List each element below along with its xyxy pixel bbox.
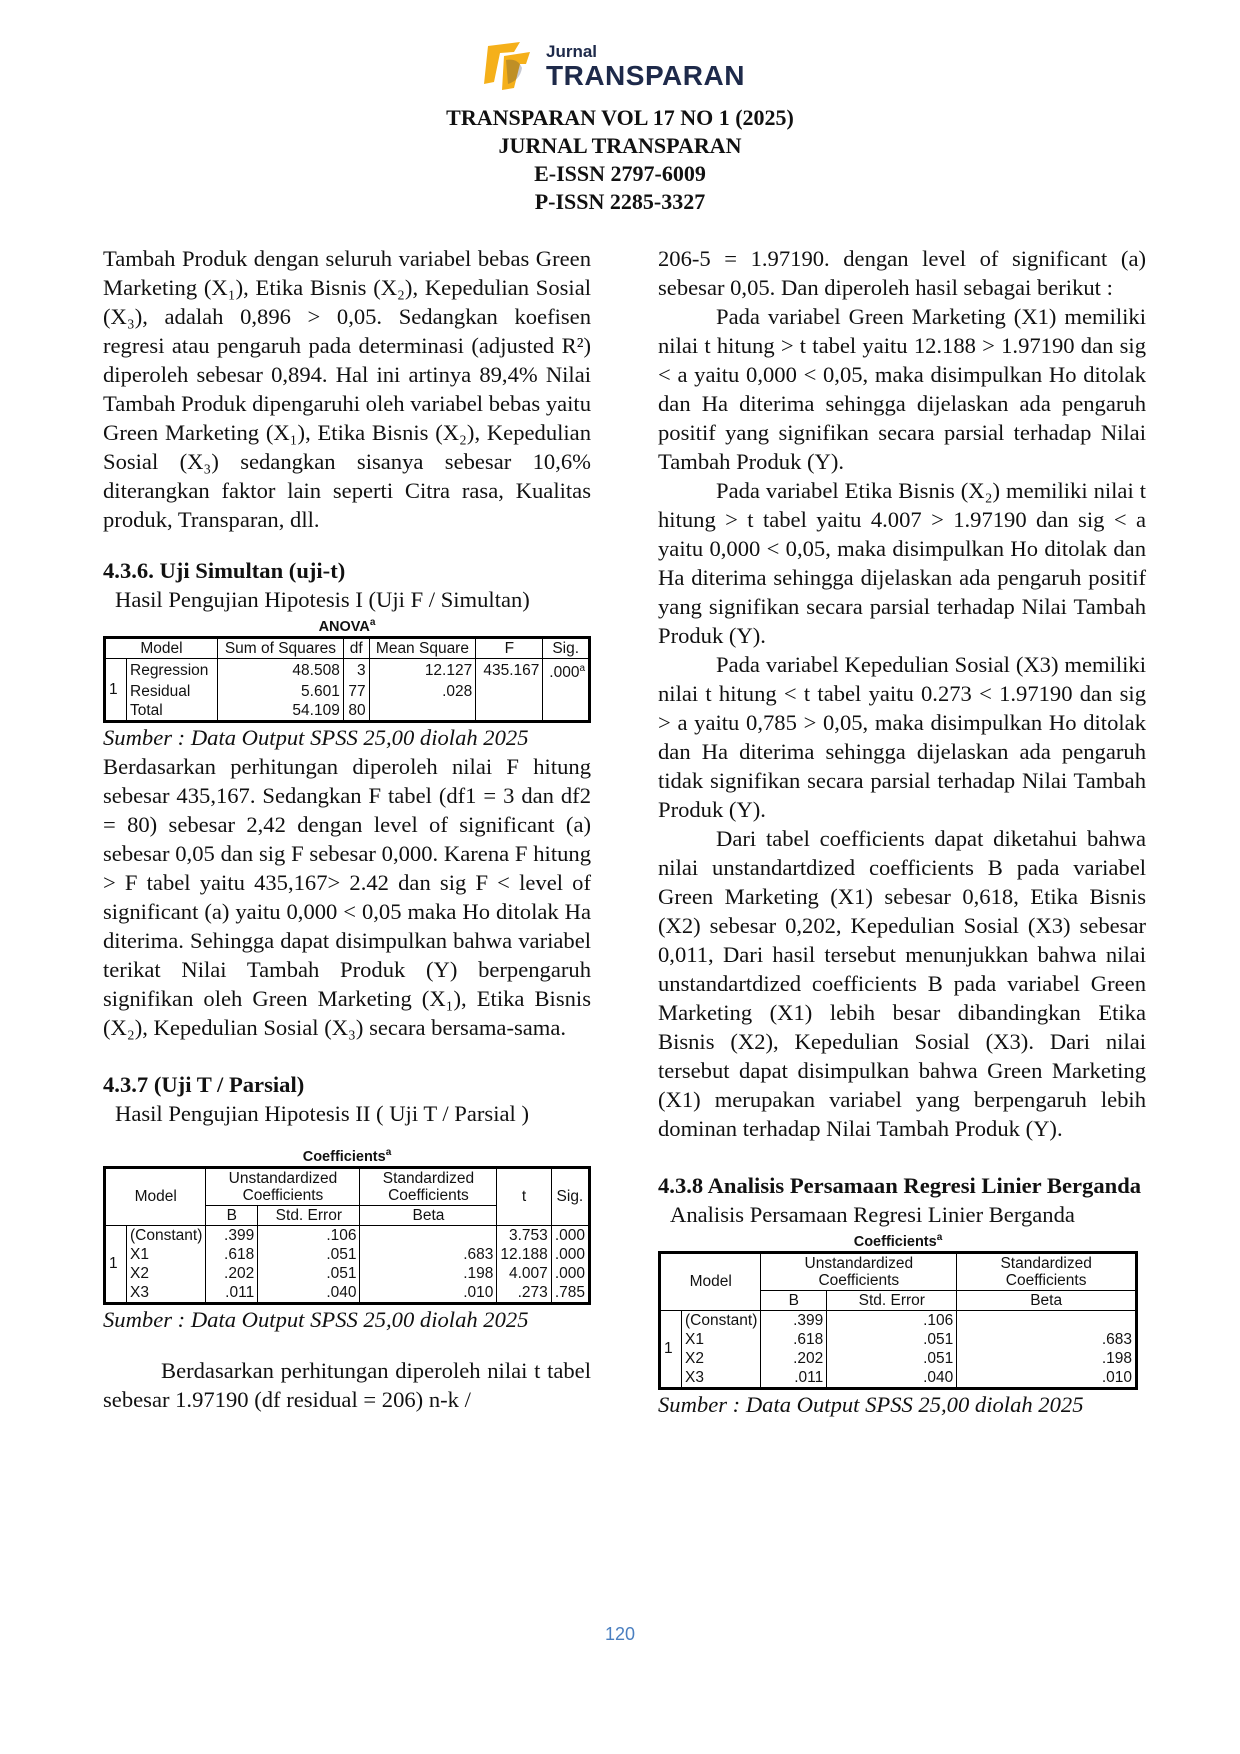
paragraph: Pada variabel Etika Bisnis (X₂) memiliki nilai t hitung > t tabel yaitu 4.007 > 1.97190 dan sig < a yaitu 0,000 < 0,05, maka disimpulkan Ho ditolak dan Ha diterima sehingga dijelaskan ada pengaruh positif yang signifikan secara parsial terhadap Nilai Tambah Produk (Y). <box>658 478 1146 648</box>
anova-header: df <box>343 637 369 658</box>
anova-header: Model <box>105 637 218 658</box>
paragraph: Dari tabel coefficients dapat diketahui bahwa nilai unstandartdized coefficients B pada variabel Green Marketing (X1) sebesar 0,618, Etika Bisnis (X2) sebesar 0,202, Kepedulian Sosial (X3) sebesar 0,011, Dari hasil tersebut menunjukkan bahwa nilai unstandartdized coefficients B pada variabel Green Marketing (X1) lebih besar dibandingkan Etika Bisnis (X2), Kepedulian Sosial (X3). Dari nilai tersebut dapat disimpulkan bahwa Green Marketing (X1) merupakan variabel yang berpengaruh lebih dominan terhadap Nilai Tambah Produk (Y). <box>658 826 1146 1141</box>
header-line: TRANSPARAN VOL 17 NO 1 (2025) <box>446 105 794 130</box>
table-row: 1 Regression 48.508 3 12.127 435.167 .000$^a$ <box>105 658 590 682</box>
anova-header: F <box>476 637 543 658</box>
table-caption: Hasil Pengujian Hipotesis I (Uji F / Simultan) <box>115 587 530 612</box>
table-row: X3 .011 .040 .010 .273 .785 <box>105 1283 590 1304</box>
table-source: Sumber : Data Output SPSS 25,00 diolah 2025 <box>103 1306 529 1332</box>
table-row: Total 54.109 80 <box>105 701 590 722</box>
table-row: X1 .618 .051 .683 12.188 .000 <box>105 1245 590 1264</box>
table-caption: Hasil Pengujian Hipotesis II ( Uji T / Parsial ) <box>115 1100 529 1126</box>
page-number: 120 <box>604 1624 636 1644</box>
anova-title: ANOVA$^a$ <box>318 617 376 635</box>
paragraph: Pada variabel Kepedulian Sosial (X3) memiliki nilai t hitung < t tabel yaitu 0.273 < 1.97190 dan sig > a yaitu 0,785 > 0,05, maka disimpulkan Ho ditolak dan Ha diterima sehingga dijelaskan ada pengaruh tidak signifikan secara parsial terhadap Nilai Tambah Produk (Y). <box>658 652 1146 822</box>
table-row: 1 (Constant) .399 .106 3.753 .000 <box>105 1225 590 1245</box>
anova-table <box>103 636 591 723</box>
logo-big-text: TRANSPARAN <box>546 60 745 91</box>
logo-mark-icon <box>480 38 538 94</box>
header-line: E-ISSN 2797-6009 <box>534 161 706 186</box>
journal-logo <box>480 36 780 96</box>
coefficients-table-wrap <box>103 1144 591 1305</box>
paragraph: Pada variabel Green Marketing (X1) memiliki nilai t hitung > t tabel yaitu 12.188 > 1.97190 dan sig < a yaitu 0,000 < 0,05, maka disimpulkan Ho ditolak dan Ha diterima sehingga dijelaskan ada pengaruh positif yang signifikan secara parsial terhadap Nilai Tambah Produk (Y). <box>658 304 1146 474</box>
table-caption: Analisis Persamaan Regresi Linier Berganda <box>670 1202 1075 1227</box>
anova-table-wrap <box>103 614 591 723</box>
paragraph: Tambah Produk dengan seluruh variabel bebas Green Marketing (X₁), Etika Bisnis (X₂), Kepedulian Sosial (X₃), adalah 0,896 > 0,05. Sedangkan koefisen regresi atau pengaruh pada determinasi (adjusted R²) diperoleh sebesar 0,894. Hal ini artinya 89,4% Nilai Tambah Produk dipengaruhi oleh variabel bebas yaitu Green Marketing (X₁), Etika Bisnis (X₂), Kepedulian Sosial (X₃) sedangkan sisanya sebesar 10,6% diterangkan faktor lain seperti Citra rasa, Kualitas produk, Transparan, dll. <box>103 246 591 532</box>
coefficients-table: Model Unstandardized Coefficients Standardized Coefficients t Sig. B Std. Error Beta 1 (Constant) .399 .106 3.753 .000 X1 .618 .051 .683 12.188 .000 X2 .202 .051 .198 4.007 .000 X3 .011 .040 .010 .273 .785 <box>103 1166 591 1305</box>
anova-header: Sig. <box>543 637 590 658</box>
paragraph: 206-5 = 1.97190. dengan level of significant (a) sebesar 0,05. Dan diperoleh hasil sebagai berikut : <box>658 246 1146 300</box>
header-line: JURNAL TRANSPARAN <box>498 133 742 158</box>
journal-header <box>0 104 1240 216</box>
coefficients-title: Coefficients$^a$ <box>853 1232 943 1250</box>
logo-small-text: Jurnal <box>546 42 598 61</box>
table-row: Residual 5.601 77 .028 <box>105 682 590 701</box>
left-column <box>103 244 591 1414</box>
coefficients-title: Coefficients$^a$ <box>302 1146 392 1165</box>
header-line: P-ISSN 2285-3327 <box>534 189 706 214</box>
section-heading: 4.3.7 (Uji T / Parsial) <box>103 1071 305 1097</box>
table-row: X1 .618 .051 .683 <box>660 1330 1137 1349</box>
section-heading: 4.3.8 Analisis Persamaan Regresi Linier Berganda <box>658 1173 1142 1198</box>
section-heading: 4.3.6. Uji Simultan (uji-t) <box>103 558 346 583</box>
table-source: Sumber : Data Output SPSS 25,00 diolah 2025 <box>103 724 529 750</box>
anova-header: Mean Square <box>369 637 476 658</box>
coefficients-table: Model Unstandardized Coefficients Standardized Coefficients B Std. Error Beta 1 (Constant) .399 .106 X1 .618 .051 .683 X2 .202 .051 .198 X3 .011 .040 .010 <box>658 1251 1138 1390</box>
right-column <box>658 244 1146 1419</box>
table-row: X3 .011 .040 .010 <box>660 1368 1137 1389</box>
table-source: Sumber : Data Output SPSS 25,00 diolah 2025 <box>658 1391 1084 1417</box>
table-row: X2 .202 .051 .198 <box>660 1349 1137 1368</box>
anova-header: Sum of Squares <box>217 637 343 658</box>
paragraph: Berdasarkan perhitungan diperoleh nilai F hitung sebesar 435,167. Sedangkan F tabel (df1 = 3 dan df2 = 80) sebesar 2,42 dengan level of significant (a) sebesar 0,05 dan sig F sebesar 0,000. Karena F hitung > F tabel yaitu 435,167> 2.42 dan sig F < level of significant (a) yaitu 0,000 < 0,05 maka Ho ditolak Ha diterima. Sehingga dapat disimpulkan bahwa variabel terikat Nilai Tambah Produk (Y) berpengaruh signifikan oleh Green Marketing (X₁), Etika Bisnis (X₂), Kepedulian Sosial (X₃) secara bersama-sama. <box>103 753 591 1040</box>
coefficients-table-wrap <box>658 1229 1138 1390</box>
table-row: X2 .202 .051 .198 4.007 .000 <box>105 1264 590 1283</box>
table-row: 1 (Constant) .399 .106 <box>660 1310 1137 1330</box>
paragraph: Berdasarkan perhitungan diperoleh nilai t tabel sebesar 1.97190 (df residual = 206) n-k / <box>103 1357 591 1412</box>
